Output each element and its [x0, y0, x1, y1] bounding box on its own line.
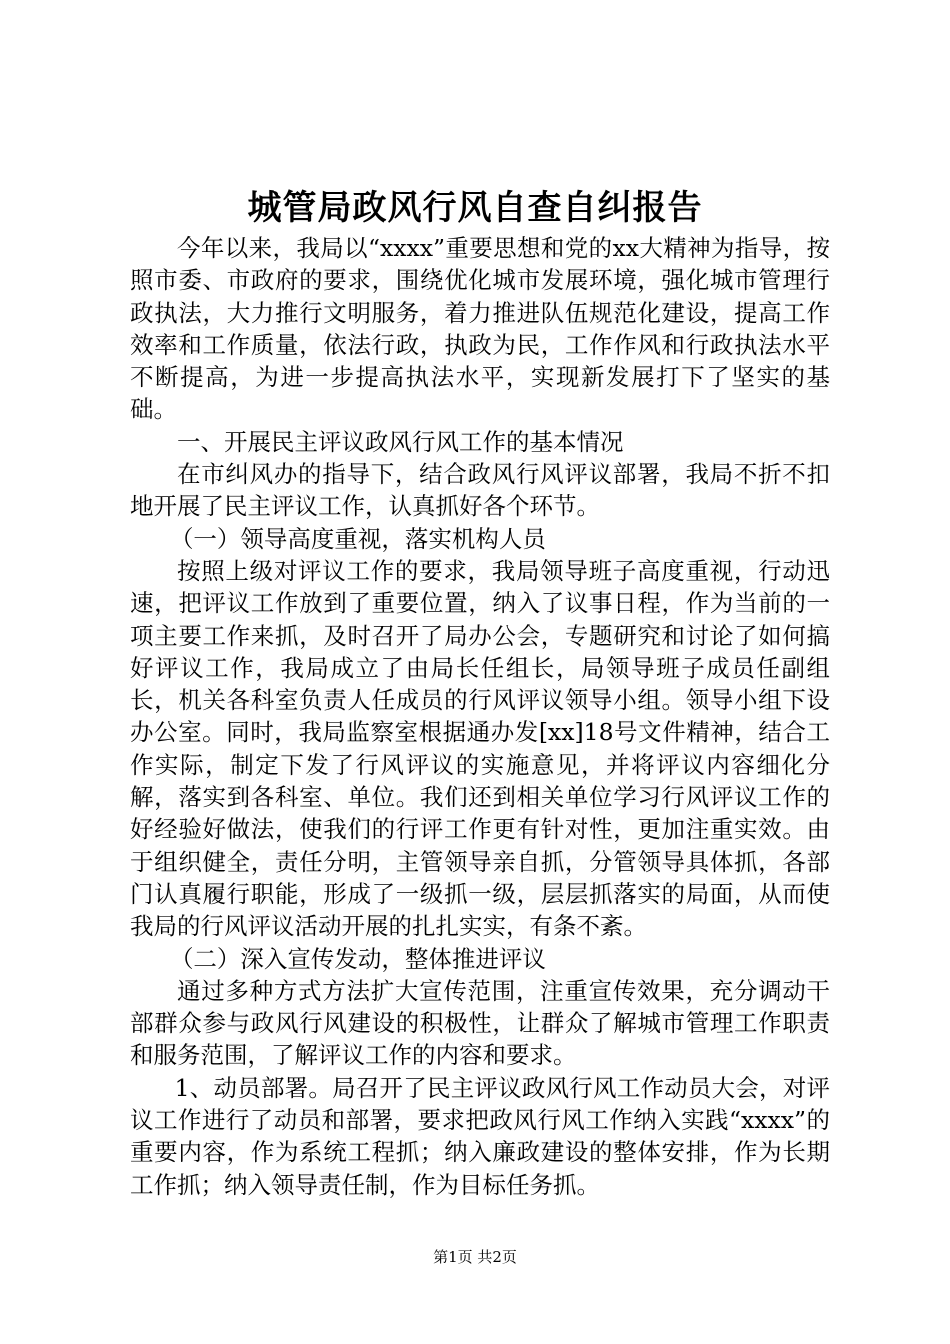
intro-paragraph: 今年以来，我局以“xxxx”重要思想和党的xx大精神为指导，按照市委、市政府的要求，围绕优化城市发展环境，强化城市管理行政执法，大力推行文明服务，着力推进队伍规范化建设，提高工作效率和工作质量，依法行政，执政为民，工作作风和行政执法水平不断提高，为进一步提高执法水平，实现新发展打下了坚实的基础。: [130, 234, 830, 424]
page-footer: 第1页 共2页: [433, 1248, 517, 1266]
section-heading-1: 一、开展民主评议政风行风工作的基本情况: [177, 427, 624, 456]
body-paragraph: 按照上级对评议工作的要求，我局领导班子高度重视，行动迅速，把评议工作放到了重要位置，纳入了议事日程，作为当前的一项主要工作来抓，及时召开了局办公会，专题研究和讨论了如何搞好评议工作，我局成立了由局长任组长，局领导班子成员任副组长，机关各科室负责人任成员的行风评议领导小组。领导小组下设办公室。同时，我局监察室根据通办发[xx]18号文件精神，结合工作实际，制定下发了行风评议的实施意见，并将评议内容细化分解，落实到各科室、单位。我们还到相关单位学习行风评议工作的好经验好做法，使我们的行评工作更有针对性，更加注重实效。由于组织健全，责任分明，主管领导亲自抓，分管领导具体抓，各部门认真履行职能，形成了一级抓一级，层层抓落实的局面，从而使我局的行风评议活动开展的扎扎实实，有条不紊。: [130, 556, 830, 941]
body-paragraph: 通过多种方式方法扩大宣传范围，注重宣传效果，充分调动干部群众参与政风行风建设的积极性，让群众了解城市管理工作职责和服务范围，了解评议工作的内容和要求。: [130, 976, 830, 1070]
numbered-paragraph-1: 1、动员部署。局召开了民主评议政风行风工作动员大会，对评议工作进行了动员和部署，要求把政风行风工作纳入实践“xxxx”的重要内容，作为系统工程抓；纳入廉政建设的整体安排，作为长期工作抓；纳入领导责任制，作为目标任务抓。: [130, 1073, 830, 1199]
document-body: [130, 232, 830, 1201]
document-title: 城管局政风行风自查自纠报告: [247, 188, 703, 228]
body-paragraph: 在市纠风办的指导下，结合政风行风评议部署，我局不折不扣地开展了民主评议工作，认真抓好各个环节。: [130, 460, 830, 521]
subsection-heading-1: （一）领导高度重视，落实机构人员: [169, 524, 546, 553]
subsection-heading-2: （二）深入宣传发动，整体推进评议: [169, 944, 546, 973]
